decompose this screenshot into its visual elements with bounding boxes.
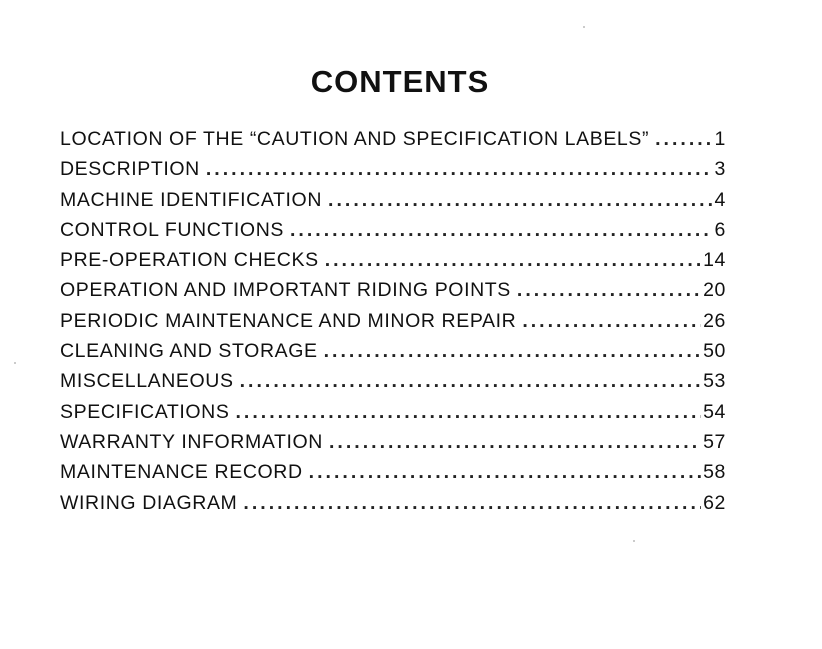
toc-entry-label: CLEANING AND STORAGE [60,340,318,363]
toc-entry [60,158,726,188]
toc-entry-page: 57 [703,430,726,453]
toc-dot-leader [243,492,701,515]
toc-entry [60,492,726,522]
toc-dot-leader [290,219,713,242]
toc-entry-label: SPECIFICATIONS [60,400,230,423]
toc-dot-leader [329,431,701,454]
page-title: CONTENTS [310,64,490,99]
toc-entry-page: 62 [703,491,726,514]
toc-entry [60,279,726,309]
table-of-contents [60,128,726,522]
scan-speck [583,26,585,28]
toc-entry-page: 4 [714,188,726,211]
toc-dot-leader [206,158,713,181]
toc-entry-label: CONTROL FUNCTIONS [60,218,284,241]
toc-entry [60,370,726,400]
toc-entry-page: 26 [703,309,726,332]
toc-entry [60,128,726,158]
toc-entry [60,461,726,491]
toc-entry-label: MAINTENANCE RECORD [60,461,303,484]
toc-dot-leader [655,128,712,151]
toc-entry [60,310,726,340]
toc-entry-label: OPERATION AND IMPORTANT RIDING POINTS [60,279,511,302]
toc-entry-page: 50 [703,340,726,363]
scan-speck [14,362,16,364]
toc-entry-label: MACHINE IDENTIFICATION [60,188,323,211]
toc-entry-label: LOCATION OF THE “CAUTION AND SPECIFICATION LABELS” [60,128,650,150]
toc-entry-page: 53 [703,370,726,393]
toc-entry-page: 3 [714,158,726,181]
scan-speck [633,540,635,542]
toc-entry [60,219,726,249]
toc-entry-page: 58 [703,461,726,484]
toc-entry [60,189,726,219]
toc-dot-leader [325,249,701,272]
toc-entry [60,340,726,370]
toc-entry-page: 6 [714,218,726,241]
toc-dot-leader [517,279,701,302]
toc-entry-page: 54 [703,400,726,423]
toc-dot-leader [324,340,701,363]
toc-entry-page: 14 [703,249,726,272]
toc-entry-label: WARRANTY INFORMATION [60,430,323,453]
toc-entry-label: MISCELLANEOUS [60,370,234,393]
toc-entry [60,401,726,431]
toc-dot-leader [309,461,701,484]
toc-entry-page: 20 [703,279,726,302]
toc-dot-leader [235,401,701,424]
toc-entry-page: 1 [714,128,726,150]
toc-dot-leader [328,189,713,212]
toc-entry-label: WIRING DIAGRAM [60,491,238,514]
toc-entry-label: DESCRIPTION [60,158,200,181]
toc-dot-leader [522,310,701,333]
toc-entry-label: PRE-OPERATION CHECKS [60,249,319,272]
toc-dot-leader [240,370,702,393]
toc-entry [60,249,726,279]
toc-entry [60,431,726,461]
toc-entry-label: PERIODIC MAINTENANCE AND MINOR REPAIR [60,309,517,332]
